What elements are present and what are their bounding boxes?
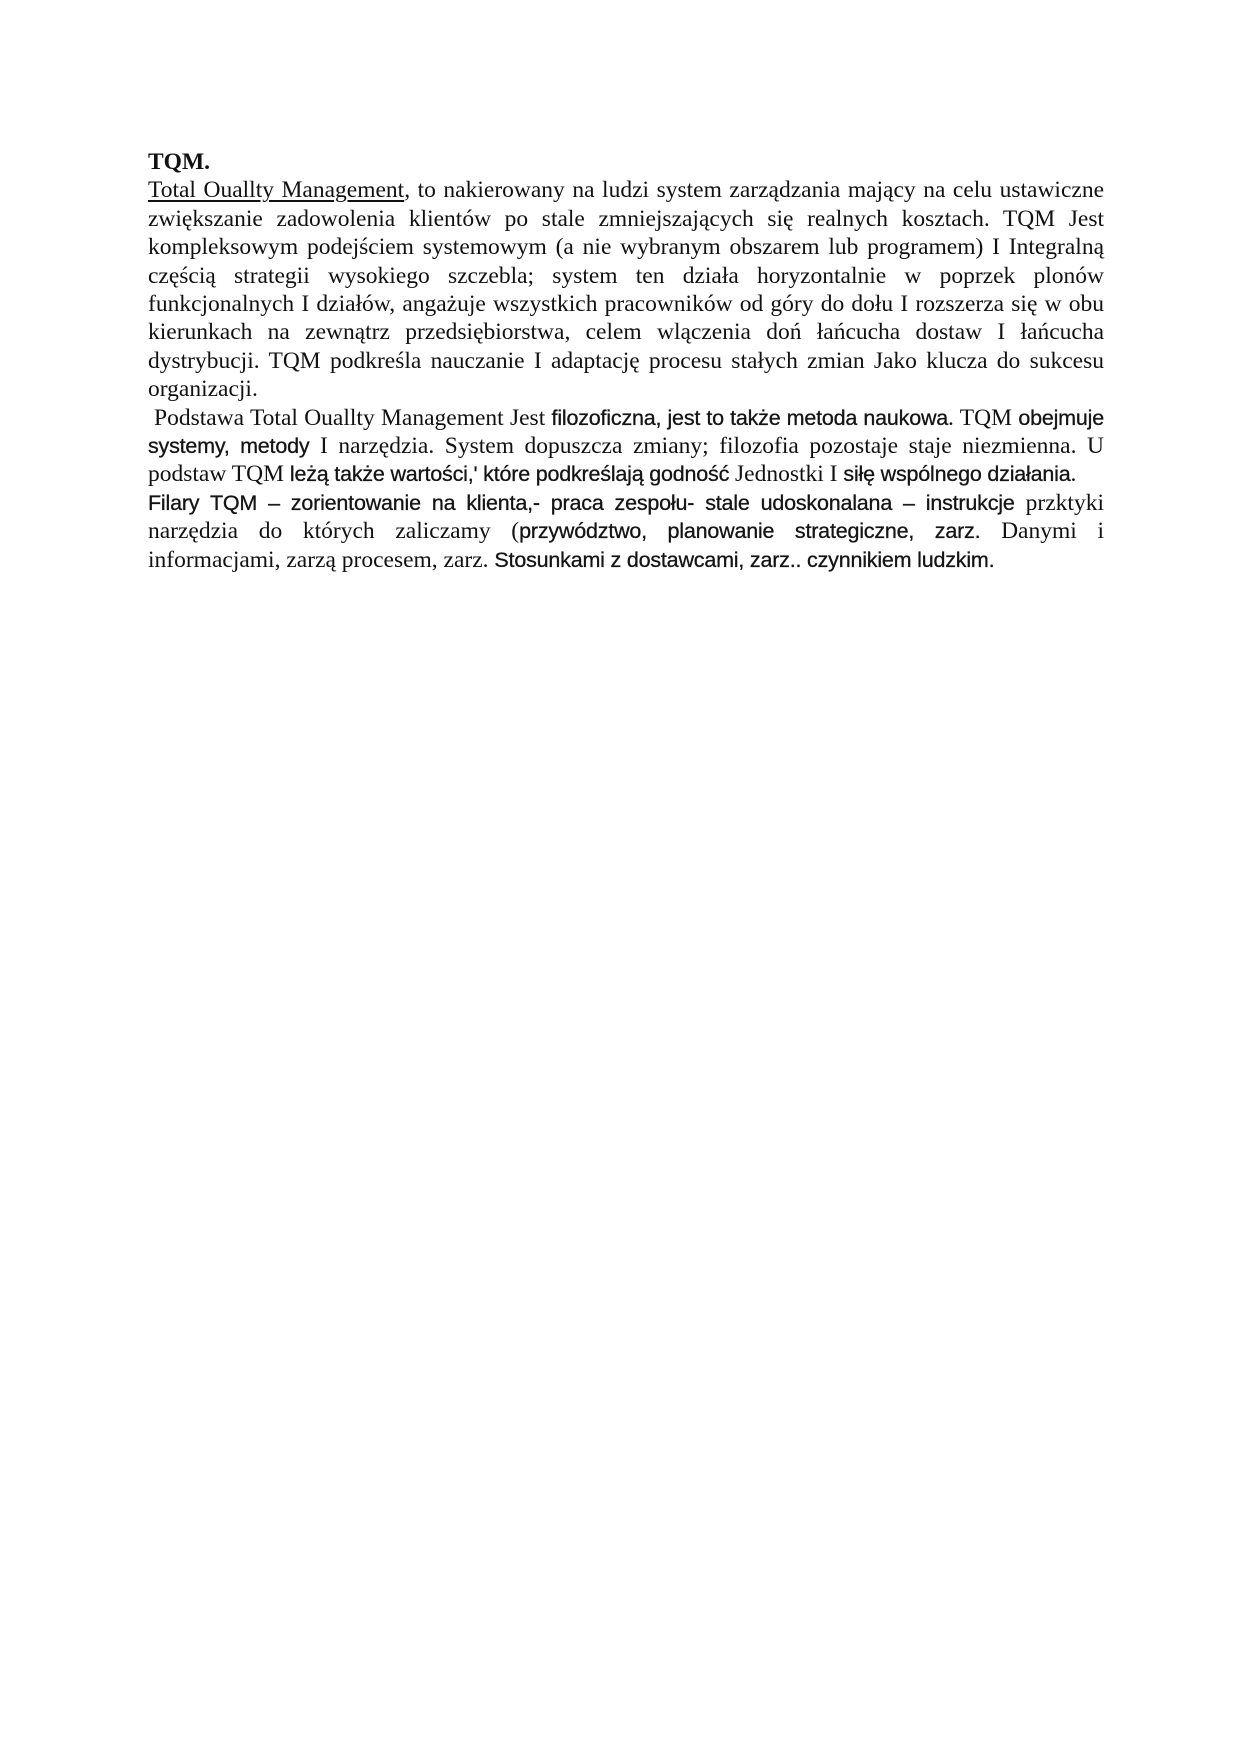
paragraph-pillars: [148, 489, 1104, 574]
foundation-text-4: obejmuje systemy, metody: [148, 405, 1104, 459]
foundation-text-5: I narzędzia. System dopuszcza zmiany; filozofia pozostaje staje niezmienna. U podstaw TQM: [148, 433, 1104, 488]
paragraph-definition-text: , to nakierowany na ludzi system zarządzania mający na celu ustawiczne zwiększanie zadowolenia klientów po stale zmniejszających się realnych kosztach. TQM Jest kompleksowym podejściem systemowym (a nie wybranym obszarem lub programem) I Integralną częścią strategii wysokiego szczebla; system ten działa horyzontalnie w poprzek plonów funkcjonalnych I działów, angażuje wszystkich pracowników od góry do dołu I rozszerza się w obu kierunkach na zewnątrz przedsiębiorstwa, celem wlączenia doń łańcucha dostaw I łańcucha dystrybucji. TQM podkreśla nauczanie I adaptację procesu stałych zmian Jako klucza do sukcesu organizacji.: [148, 177, 1104, 403]
foundation-text-1: Podstawa Total Ouallty Management Jest: [154, 404, 552, 431]
foundation-text-9: .: [1070, 461, 1077, 488]
foundation-text-6: leżą także wartości,' które podkreślają godność: [289, 462, 730, 487]
pillars-text-1: Filary TQM – zorientowanie na klienta,-: [148, 490, 551, 515]
pillars-text-3: przktyki narzędzia do których zaliczamy (: [148, 489, 1104, 545]
foundation-text-3: . TQM: [948, 404, 1019, 431]
pillars-text-6: Stosunkami z dostawcami, zarz.. czynnikiem ludzkim.: [494, 547, 995, 572]
paragraph-definition: [148, 176, 1104, 403]
foundation-text-8: siłę wspólnego działania: [843, 462, 1071, 487]
pillars-text-5: Danymi i informacjami, zarzą procesem, zarz.: [148, 518, 1104, 573]
foundation-text-7: Jednostki I: [729, 461, 844, 488]
document-content: [148, 148, 1104, 574]
paragraph-foundation: [148, 404, 1104, 489]
document-title: TQM.: [148, 149, 211, 175]
pillars-text-4: przywództwo, planowanie strategiczne, zarz.: [519, 519, 981, 544]
total-quality-management-link[interactable]: Total Ouallty Management: [148, 177, 405, 204]
pillars-text-2: praca zespołu- stale udoskonalana – instrukcje: [550, 490, 1015, 515]
foundation-text-2: filozoficzna, jest to także metoda naukowa: [551, 405, 949, 430]
